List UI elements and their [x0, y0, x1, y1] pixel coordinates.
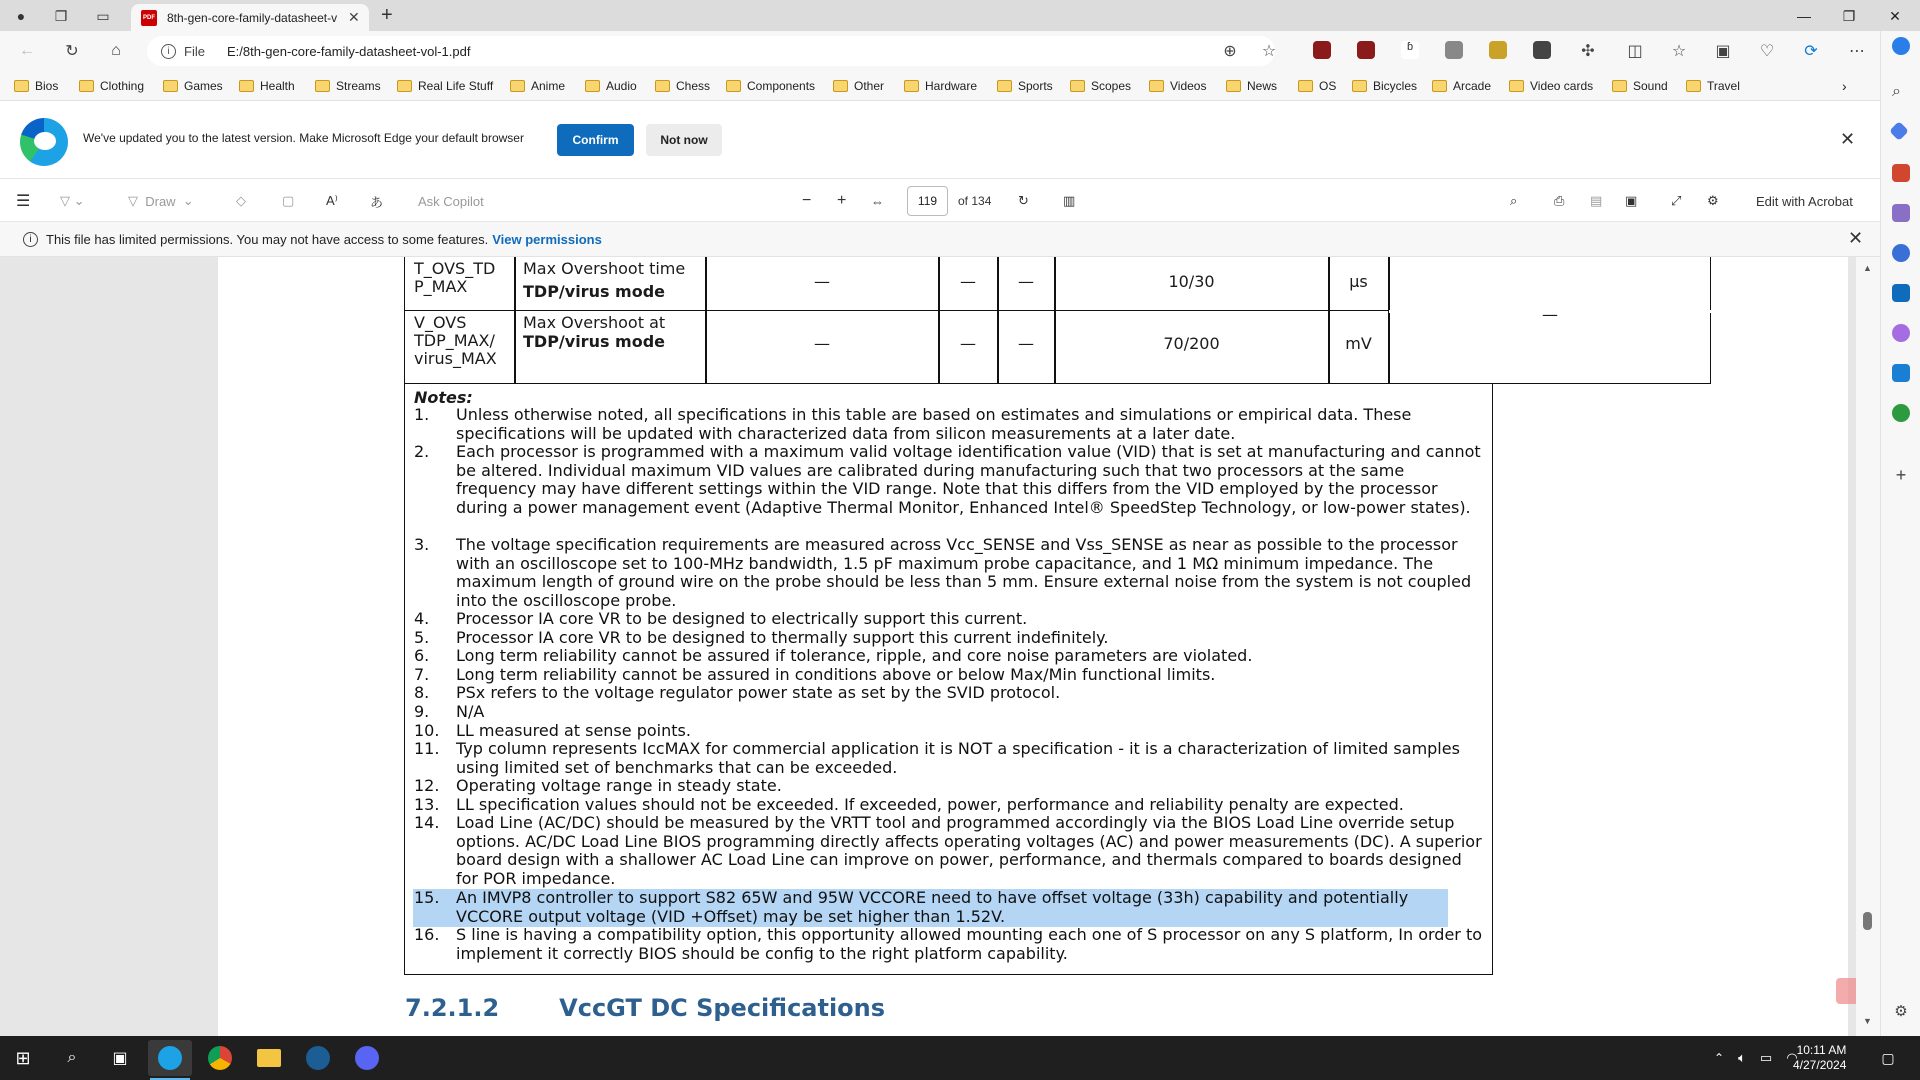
bookmark-folder[interactable] [1070, 77, 1131, 95]
bookmark-folder[interactable] [833, 77, 884, 95]
copilot-icon[interactable] [1892, 37, 1910, 55]
address-scheme-label: File [184, 43, 205, 59]
note-number: 9. [414, 702, 430, 721]
show-hidden-icons-icon[interactable]: ⌃ [1713, 1051, 1725, 1065]
folder-icon [1509, 80, 1524, 92]
folder-icon [1352, 80, 1367, 92]
print-icon[interactable]: ⎙ [1554, 193, 1565, 208]
page-view-icon[interactable]: ▥ [1063, 193, 1076, 208]
folder-icon [726, 80, 741, 92]
bookmark-label: Real Life Stuff [418, 79, 494, 93]
note-number: 11. [414, 739, 440, 758]
pen-icon: ▽ [128, 193, 138, 208]
note-number: 2. [414, 442, 430, 461]
note-number: 1. [414, 405, 430, 424]
section-title: VccGT DC Specifications [559, 994, 886, 1022]
outlook-icon[interactable] [1892, 284, 1910, 302]
fit-to-width-icon[interactable]: ⇔ [871, 193, 884, 209]
zoom-in-icon[interactable]: + [837, 192, 847, 209]
note-number: 10. [414, 721, 440, 740]
scroll-thumb[interactable] [1863, 912, 1872, 930]
parameter-cell: Max Overshoot time [523, 259, 686, 278]
wifi-icon[interactable]: ◠ [1786, 1050, 1798, 1065]
banner-message: We've updated you to the latest version. Make Microsoft Edge your default browser [83, 131, 524, 145]
folder-icon [510, 80, 525, 92]
note-text: An IMVP8 controller to support S82 65W and 95W VCCORE need to have offset voltage (33h) capability and potentially VCCORE output voltage (VID +Offset) may be set higher than 1.52V. [456, 888, 1409, 926]
note-number: 13. [414, 795, 440, 814]
ublock-extension-icon-2[interactable] [1357, 41, 1375, 59]
clock[interactable] [1793, 1043, 1846, 1073]
draw-label: Draw [145, 193, 176, 209]
bookmark-label: Videos [1170, 79, 1207, 93]
folder-icon [1612, 80, 1627, 92]
bookmark-label: Travel [1707, 79, 1740, 93]
pdf-icon: PDF [141, 10, 157, 26]
col-divider [514, 257, 516, 383]
note-number: 3. [414, 535, 430, 554]
battery-icon[interactable]: ▭ [1759, 1050, 1773, 1065]
draw-button[interactable]: ▽ Draw ⌄ [128, 193, 194, 209]
tab-title: 8th-gen-core-family-datasheet-v [167, 10, 338, 25]
notifications-icon[interactable]: ▢ [1881, 1049, 1895, 1066]
note-number: 6. [414, 646, 430, 665]
confirm-button[interactable]: Confirm [557, 124, 634, 156]
folder-icon [904, 80, 919, 92]
minimize-button[interactable]: — [1797, 8, 1811, 24]
note-item-highlighted[interactable] [413, 889, 1448, 927]
rotate-icon[interactable]: ↻ [1018, 193, 1029, 208]
bookmark-folder[interactable] [397, 77, 493, 95]
windows-start-icon[interactable]: ⊞ [15, 1047, 31, 1068]
add-sidebar-icon[interactable]: + [1895, 465, 1907, 485]
bookmark-label: Other [854, 79, 885, 93]
bookmark-label: Scopes [1091, 79, 1132, 93]
unit-cell: µs [1349, 272, 1368, 291]
zoom-out-icon[interactable]: − [802, 192, 812, 209]
not-now-button[interactable]: Not now [646, 124, 722, 156]
bookmark-folder[interactable] [315, 77, 381, 95]
pdf-toolbar [0, 180, 1880, 222]
bookmark-folder[interactable] [79, 77, 144, 95]
refresh-icon[interactable]: ↻ [65, 43, 79, 60]
bookmark-folder[interactable] [655, 77, 710, 95]
folder-icon [163, 80, 178, 92]
close-tab-icon[interactable]: ✕ [348, 9, 360, 25]
games-icon[interactable] [1892, 204, 1910, 222]
tools-icon[interactable] [1892, 164, 1910, 182]
folder-icon [1149, 80, 1164, 92]
folder-icon [257, 1049, 281, 1067]
note-number: 15. [414, 888, 440, 907]
task-view-icon[interactable]: ▣ [112, 1050, 128, 1067]
ask-copilot-button[interactable]: Ask Copilot [418, 193, 484, 209]
note-text: Typ column represents IccMAX for commercial application it is NOT a specification - it is a characterization of limited samples using limited set of benchmarks that can be exceeded. [456, 739, 1460, 777]
bookmark-folder[interactable] [1298, 77, 1336, 95]
back-icon[interactable]: ← [19, 42, 35, 59]
favorites-icon[interactable]: ☆ [1671, 43, 1687, 60]
note-number: 16. [414, 925, 440, 944]
bookmark-label: Health [260, 79, 295, 93]
folder-icon [239, 80, 254, 92]
section-heading [405, 994, 885, 1022]
extensions-icon[interactable]: ✣ [1581, 43, 1595, 60]
folder-icon [585, 80, 600, 92]
bookmark-label: Bios [35, 79, 59, 93]
steam-logo-icon [306, 1046, 330, 1070]
designer-icon[interactable] [1892, 324, 1910, 342]
extension-icon-3[interactable] [1489, 41, 1507, 59]
view-permissions-link[interactable]: View permissions [492, 232, 602, 247]
typ-cell: — [960, 272, 976, 291]
bookmark-folder[interactable] [510, 77, 565, 95]
symbol-cell: T_OVS_TD P_MAX [414, 259, 496, 296]
notes-column-cell: — [1542, 305, 1558, 324]
bookmark-folder[interactable] [904, 77, 977, 95]
bookmark-folder[interactable] [239, 77, 295, 95]
active-tab[interactable] [131, 4, 369, 31]
note-text: LL measured at sense points. [456, 721, 691, 740]
note-number: 7. [414, 665, 430, 684]
close-permissions-icon[interactable]: ✕ [1848, 228, 1864, 248]
favorite-star-icon[interactable]: ☆ [1261, 43, 1277, 60]
value-cell: 70/200 [1163, 334, 1220, 353]
permissions-bar [0, 222, 1880, 257]
note-text: Long term reliability cannot be assured in conditions above or below Max/Min functional limits. [456, 665, 1216, 684]
note-number: 14. [414, 813, 440, 832]
pdf-page [218, 257, 1848, 1036]
search-icon[interactable]: ⌕ [1510, 193, 1518, 208]
extension-icon[interactable]: ɓ [1401, 41, 1419, 59]
min-cell: — [814, 272, 830, 291]
bookmark-folder[interactable] [585, 77, 637, 95]
bookmark-label: Anime [531, 79, 566, 93]
note-text: PSx refers to the voltage regulator power state as set by the SVID protocol. [456, 683, 1061, 702]
bookmark-label: Clothing [100, 79, 145, 93]
bookmark-folder[interactable] [1686, 77, 1740, 95]
info-icon: i [23, 232, 38, 247]
bookmark-label: Games [184, 79, 223, 93]
save-icon[interactable]: ▤ [1590, 193, 1603, 208]
note-text: Load Line (AC/DC) should be measured by the VRTT tool and programmed accordingly via the BIOS Load Line override setup options. AC/DC Load Line BIOS programming directly affects operating voltages (AC) and power measurements (DC). A superior board design with a shallower AC Load Line can improve on power, performance, and thermals compared to boards designed for POR impedance. [456, 813, 1482, 888]
note-number: 12. [414, 776, 440, 795]
note-text: S line is having a compatibility option, this opportunity allowed mounting each one of S processor on any S platform, In order to implement it correctly BIOS should be config to the right platform capability. [456, 925, 1483, 963]
bookmark-folder[interactable] [163, 77, 223, 95]
folder-icon [14, 80, 29, 92]
taskbar [0, 1036, 1920, 1080]
file-explorer-icon[interactable] [255, 1044, 283, 1072]
search-icon[interactable]: ⌕ [1892, 83, 1901, 100]
chrome-icon [208, 1046, 232, 1070]
restore-button[interactable]: ❐ [1842, 8, 1856, 24]
home-icon[interactable]: ⌂ [111, 42, 121, 59]
scroll-down-icon[interactable]: ▼ [1863, 1016, 1872, 1026]
value-cell: 10/30 [1168, 272, 1215, 291]
info-icon[interactable]: i [161, 44, 176, 59]
scroll-up-icon[interactable]: ▲ [1863, 263, 1872, 273]
close-banner-icon[interactable]: ✕ [1840, 129, 1856, 149]
bookmark-folder[interactable] [1226, 77, 1277, 95]
bookmark-folder[interactable] [997, 77, 1053, 95]
parameter-cell-mode: TDP/virus mode [523, 332, 666, 351]
folder-icon [1226, 80, 1241, 92]
bookmark-label: Streams [336, 79, 381, 93]
clock-date: 4/27/2024 [1793, 1058, 1847, 1072]
note-text: Processor IA core VR to be designed to electrically support this current. [456, 609, 1028, 628]
bookmark-label: Audio [606, 79, 637, 93]
workspaces-icon[interactable]: ❐ [54, 7, 68, 24]
read-aloud-icon[interactable]: A⁾ [326, 193, 338, 208]
split-screen-icon[interactable]: ◫ [1627, 43, 1643, 60]
typ-cell: — [960, 334, 976, 353]
table-of-contents-icon[interactable]: ☰ [16, 193, 31, 210]
new-tab-button[interactable]: + [381, 4, 393, 26]
sidebar-settings-icon[interactable]: ⚙ [1894, 1003, 1908, 1020]
folder-icon [655, 80, 670, 92]
parameter-cell: Max Overshoot at [523, 313, 666, 332]
max-cell: — [1018, 334, 1034, 353]
folder-icon [315, 80, 330, 92]
folder-icon [1070, 80, 1085, 92]
note-text: Long term reliability cannot be assured if tolerance, ripple, and core noise parameters are violated. [456, 646, 1253, 665]
send-icon[interactable] [1892, 364, 1910, 382]
folder-icon [79, 80, 94, 92]
eraser-icon[interactable]: ◇ [236, 193, 246, 208]
bookmark-label: OS [1319, 79, 1337, 93]
browser-toolbar [0, 31, 1880, 71]
tag-icon[interactable] [1889, 121, 1909, 141]
bookmark-folder[interactable] [1432, 77, 1491, 95]
bookmark-label: Arcade [1453, 79, 1492, 93]
bookmark-label: Sports [1018, 79, 1053, 93]
zoom-icon[interactable]: ⊕ [1223, 43, 1237, 60]
address-bar[interactable] [147, 36, 1275, 66]
min-cell: — [814, 334, 830, 353]
bookmark-folder[interactable] [1149, 77, 1206, 95]
more-menu-icon[interactable]: ⋯ [1849, 43, 1865, 60]
bookmark-label: Sound [1633, 79, 1668, 93]
folder-icon [1432, 80, 1447, 92]
bookmark-label: Hardware [925, 79, 978, 93]
save-as-icon[interactable]: ▣ [1625, 193, 1638, 208]
folder-icon [1686, 80, 1701, 92]
highlight-icon[interactable]: ▽ ⌄ [60, 193, 85, 208]
discord-logo-icon [355, 1046, 379, 1070]
taskbar-search-icon[interactable]: ⌕ [67, 1049, 77, 1066]
parameter-cell-mode: TDP/virus mode [523, 282, 666, 301]
close-window-button[interactable]: ✕ [1889, 8, 1901, 24]
tab-strip [0, 0, 1920, 31]
note-text: N/A [456, 702, 485, 721]
edge-icon [158, 1046, 182, 1070]
note-number: 8. [414, 683, 430, 702]
note-text: LL specification values should not be exceeded. If exceeded, power, performance and reliability penalty are expected. [456, 795, 1404, 814]
max-cell: — [1018, 272, 1034, 291]
url-text[interactable]: E:/8th-gen-core-family-datasheet-vol-1.pdf [226, 43, 471, 59]
bookmark-folder[interactable] [14, 77, 58, 95]
bookmark-folder[interactable] [1612, 77, 1668, 95]
clock-time: 10:11 AM [1796, 1043, 1847, 1057]
bookmark-label: Components [747, 79, 816, 93]
notes-block [404, 383, 1493, 975]
discord-icon[interactable] [353, 1044, 381, 1072]
note-text: The voltage specification requirements are measured across Vcc_SENSE and Vss_SENSE as near as possible to the processor with an oscilloscope set to 100-MHz bandwidth, 1.5 pF maximum probe capacitance, and 1 MΩ minimum impedance. The maximum length of ground wire on the probe should be less than 5 mm. Ensure external noise from the system is not coupled into the oscilloscope probe. [456, 535, 1472, 610]
settings-gear-icon[interactable]: ⚙ [1707, 193, 1719, 208]
section-number: 7.2.1.2 [405, 994, 500, 1022]
folder-icon [997, 80, 1012, 92]
edit-with-acrobat-button[interactable]: Edit with Acrobat [1756, 193, 1853, 209]
fullscreen-icon[interactable]: ⤢ [1671, 193, 1682, 208]
edge-taskbar-icon[interactable] [148, 1040, 192, 1076]
page-number-input[interactable]: 119 [907, 186, 948, 216]
pdf-viewport[interactable] [0, 257, 1880, 1036]
bookmark-folder[interactable] [1352, 77, 1417, 95]
note-number: 4. [414, 609, 430, 628]
note-number: 5. [414, 628, 430, 647]
folder-icon [1298, 80, 1313, 92]
note-text: Operating voltage range in steady state. [456, 776, 782, 795]
notes-heading: Notes: [414, 388, 473, 407]
steam-icon[interactable] [304, 1044, 332, 1072]
symbol-cell: V_OVS TDP_MAX/ virus_MAX [414, 313, 497, 368]
bookmark-folder[interactable] [726, 77, 815, 95]
translate-icon[interactable]: あ [370, 194, 384, 210]
bookmark-label: Chess [676, 79, 711, 93]
extension-off-icon[interactable] [1533, 41, 1551, 59]
volume-icon[interactable]: 🔈︎ [1738, 1050, 1746, 1065]
extension-icon-2[interactable] [1445, 41, 1463, 59]
profile-icon[interactable]: ● [16, 8, 26, 24]
permissions-text: This file has limited permissions. You may not have access to some features. [46, 232, 489, 247]
note-text: Processor IA core VR to be designed to thermally support this current indefinitely. [456, 628, 1109, 647]
text-box-icon[interactable]: ▢ [282, 193, 295, 208]
note-text: Each processor is programmed with a maximum valid voltage identification value (VID) that is set at manufacturing and cannot be altered. Individual maximum VID values are calibrated during manufacturing such that two processors at the same frequency may have different settings within the VID range. Note that this differs from the VID employed by the processor during a power management event (Adaptive Thermal Monitor, Enhanced Intel® SpeedStep Technology, or low-power states). [456, 442, 1481, 517]
edge-logo-icon [20, 118, 68, 166]
folder-icon [397, 80, 412, 92]
folder-icon [833, 80, 848, 92]
unit-cell: mV [1345, 334, 1372, 353]
page-count: of 134 [958, 194, 992, 208]
browser-essentials-icon[interactable]: ♡ [1759, 43, 1775, 60]
bookmark-folder[interactable] [1509, 77, 1593, 95]
chrome-taskbar-icon[interactable] [206, 1044, 234, 1072]
bookmarks-bar [0, 71, 1880, 101]
sync-icon[interactable]: ⟳ [1804, 43, 1818, 60]
vertical-scrollbar[interactable] [1856, 257, 1880, 1036]
tree-icon[interactable] [1892, 404, 1910, 422]
collections-icon[interactable]: ▣ [1715, 43, 1731, 60]
edge-sidebar [1880, 31, 1920, 1036]
ublock-extension-icon[interactable] [1313, 41, 1331, 59]
tab-actions-icon[interactable]: ▭ [96, 7, 110, 24]
permissions-message [46, 232, 602, 247]
microsoft365-icon[interactable] [1892, 244, 1910, 262]
update-banner [0, 101, 1880, 179]
note-text: Unless otherwise noted, all specifications in this table are based on estimates and simulations or empirical data. These specifications will be updated with characterized data from silicon measurements at a later date. [456, 405, 1412, 443]
more-bookmarks-chevron-icon[interactable]: › [1842, 78, 1847, 94]
bookmark-label: News [1247, 79, 1278, 93]
bookmark-label: Video cards [1530, 79, 1594, 93]
bookmark-label: Bicycles [1373, 79, 1418, 93]
